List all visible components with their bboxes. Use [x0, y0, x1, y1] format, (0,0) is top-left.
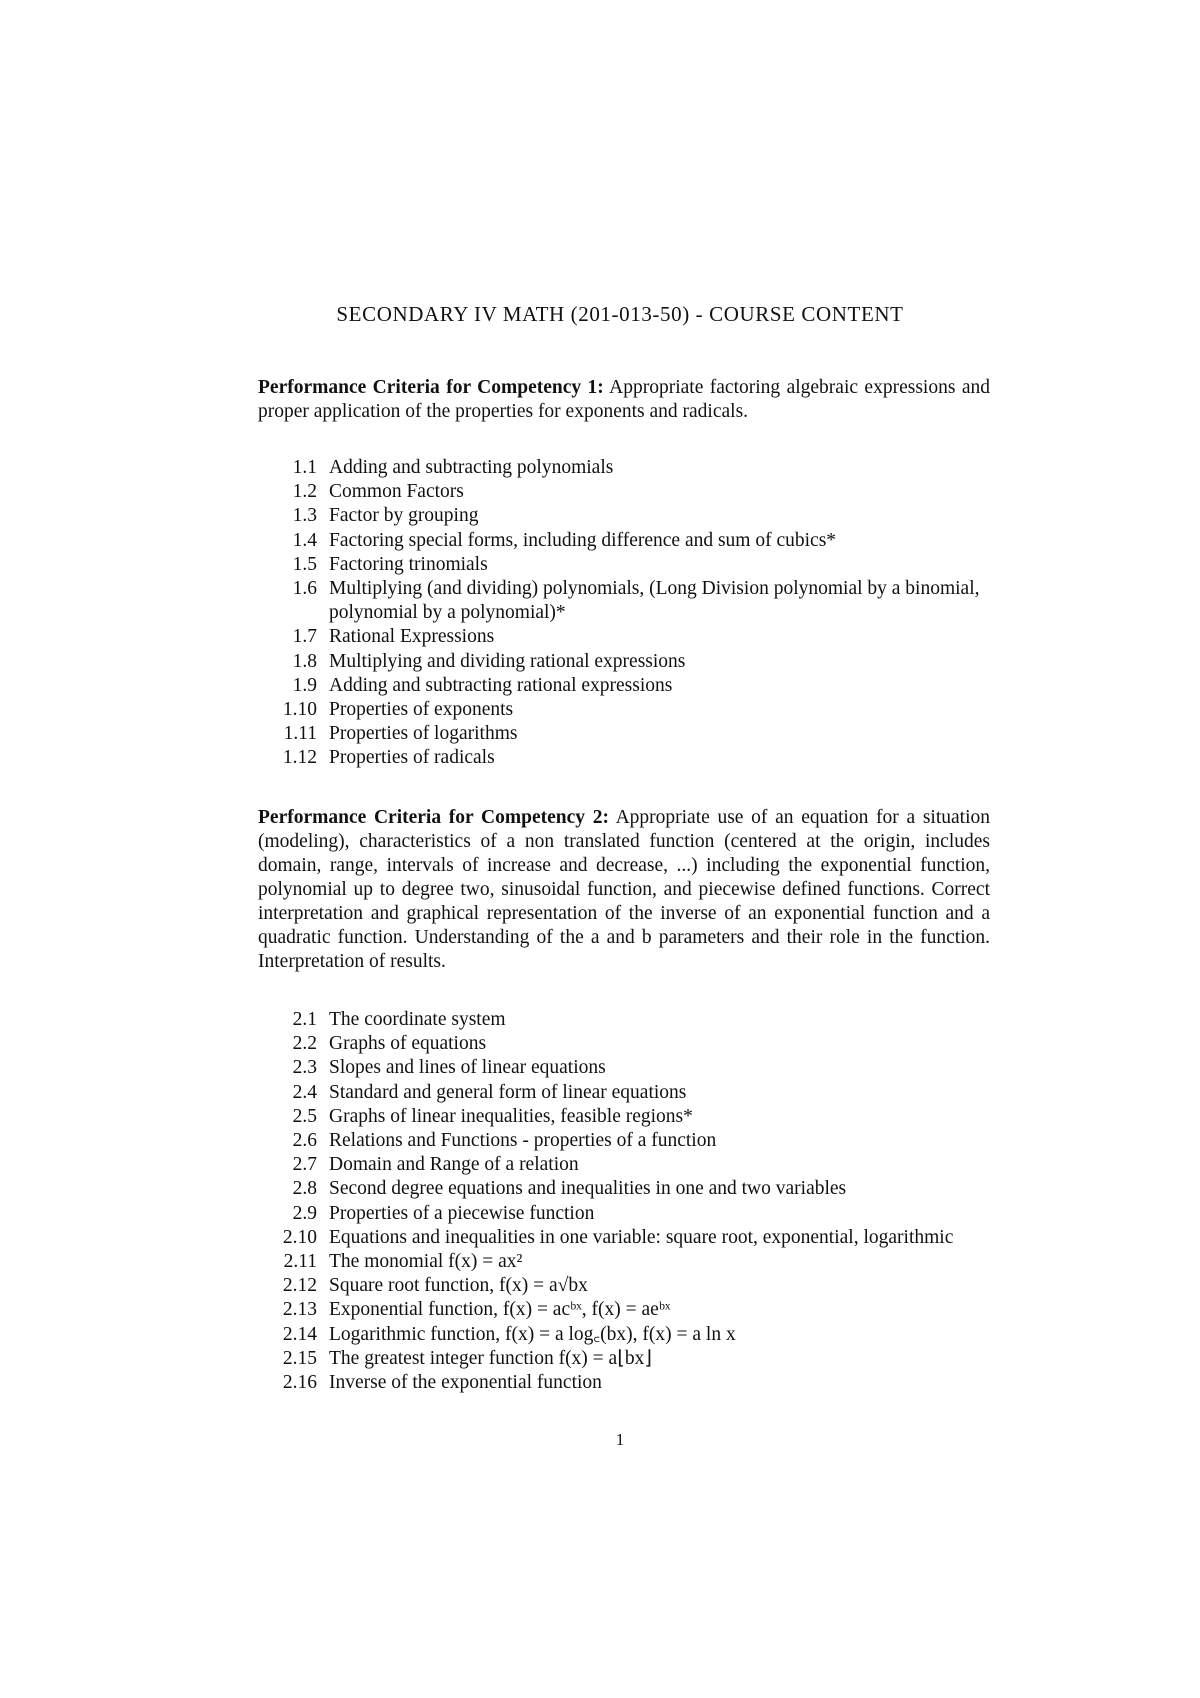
item-text: Logarithmic function, f(x) = a log꜀(bx), f(x) = a ln x — [329, 1323, 736, 1345]
list-item — [258, 722, 990, 746]
item-number: 2.11 — [283, 1251, 317, 1273]
item-number: 2.5 — [292, 1105, 317, 1127]
list-item — [258, 698, 990, 722]
list-item — [258, 1105, 990, 1129]
item-number: 2.9 — [292, 1202, 317, 1224]
item-number: 2.7 — [292, 1154, 317, 1176]
item-text: Adding and subtracting polynomials — [329, 457, 614, 478]
item-number: 1.5 — [292, 553, 317, 575]
list-item — [258, 1129, 990, 1153]
item-number: 2.12 — [282, 1275, 317, 1297]
competency-1-criteria — [258, 376, 990, 424]
item-text: The greatest integer function f(x) = a⌊bx⌋ — [329, 1347, 652, 1369]
list-item — [258, 1371, 990, 1395]
list-item — [258, 1323, 990, 1347]
competency-2-items — [258, 1008, 990, 1395]
item-text: Standard and general form of linear equations — [329, 1081, 687, 1103]
item-text: Relations and Functions - properties of a function — [329, 1130, 717, 1152]
item-text: Multiplying (and dividing) polynomials, (Long Division polynomial by a binomial, polynomial by a polynomial)* — [329, 578, 980, 624]
list-item — [258, 1153, 990, 1177]
item-text: Slopes and lines of linear equations — [329, 1057, 606, 1079]
list-item — [258, 480, 990, 504]
item-text: Factoring special forms, including difference and sum of cubics* — [329, 529, 837, 551]
item-number: 1.2 — [292, 481, 317, 503]
item-text: Properties of exponents — [329, 699, 514, 721]
item-number: 1.11 — [283, 723, 317, 745]
item-text: Adding and subtracting rational expressions — [329, 674, 673, 696]
competency-2-section — [258, 806, 990, 974]
item-text: Rational Expressions — [329, 626, 495, 648]
item-text: Multiplying and dividing rational expressions — [329, 650, 686, 672]
item-number: 2.1 — [292, 1009, 317, 1030]
list-item — [258, 1177, 990, 1201]
item-number: 2.3 — [292, 1057, 317, 1079]
list-item — [258, 1250, 990, 1274]
item-text: Exponential function, f(x) = acᵇˣ, f(x) = aeᵇˣ — [329, 1299, 671, 1321]
competency-1-list-section — [258, 456, 990, 771]
item-text: Graphs of equations — [329, 1033, 487, 1055]
item-text: Properties of a piecewise function — [329, 1202, 595, 1224]
item-number: 2.16 — [282, 1372, 317, 1394]
item-text: Factor by grouping — [329, 505, 479, 527]
item-number: 1.6 — [292, 578, 317, 600]
list-item — [258, 650, 990, 674]
list-item — [258, 1226, 990, 1250]
item-number: 1.7 — [292, 626, 317, 648]
list-item — [258, 504, 990, 528]
item-number: 2.15 — [282, 1347, 317, 1369]
list-item — [258, 1032, 990, 1056]
item-text: The monomial f(x) = ax² — [329, 1251, 523, 1273]
competency-1-section — [258, 376, 990, 424]
page-number: 1 — [615, 1430, 625, 1449]
list-item — [258, 674, 990, 698]
item-text: Common Factors — [329, 481, 464, 503]
item-text: Second degree equations and inequalities in one and two variables — [329, 1178, 847, 1200]
list-item — [258, 1056, 990, 1080]
item-number: 2.4 — [292, 1081, 317, 1103]
item-text: Properties of logarithms — [329, 723, 518, 745]
list-item — [258, 1008, 990, 1032]
item-text: The coordinate system — [329, 1009, 506, 1030]
competency-1-label: Performance Criteria for Competency 1: — [258, 377, 604, 398]
competency-1-items — [258, 456, 990, 771]
item-number: 1.4 — [292, 529, 317, 551]
document-title: SECONDARY IV MATH (201-013-50) - COURSE CONTENT — [336, 302, 904, 326]
item-text: Inverse of the exponential function — [329, 1372, 602, 1394]
item-number: 2.8 — [292, 1178, 317, 1200]
item-text: Factoring trinomials — [329, 553, 488, 575]
item-number: 1.12 — [282, 747, 317, 769]
list-item — [258, 577, 990, 625]
list-item — [258, 1081, 990, 1105]
item-number: 2.14 — [282, 1323, 317, 1345]
competency-1-text: Appropriate factoring algebraic expressions and proper application of the properties for exponents and radicals. — [258, 377, 990, 422]
item-number: 2.13 — [282, 1299, 317, 1321]
item-number: 2.6 — [292, 1130, 317, 1152]
item-text: Properties of radicals — [329, 747, 495, 769]
item-text: Domain and Range of a relation — [329, 1154, 579, 1176]
list-item — [258, 456, 990, 480]
competency-2-label: Performance Criteria for Competency 2: — [258, 807, 609, 828]
item-number: 2.10 — [282, 1226, 317, 1248]
competency-2-criteria — [258, 806, 990, 974]
list-item — [258, 1298, 990, 1322]
list-item — [258, 625, 990, 649]
item-number: 1.1 — [292, 457, 317, 478]
item-number: 2.2 — [292, 1033, 317, 1055]
item-number: 1.9 — [292, 674, 317, 696]
item-text: Equations and inequalities in one variable: square root, exponential, logarithmic — [329, 1226, 954, 1248]
list-item — [258, 1274, 990, 1298]
list-item — [258, 1347, 990, 1371]
item-text: Graphs of linear inequalities, feasible regions* — [329, 1105, 693, 1127]
list-item — [258, 553, 990, 577]
item-number: 1.3 — [292, 505, 317, 527]
competency-2-text: Appropriate use of an equation for a situation (modeling), characteristics of a non translated function (centered at the origin, includes domain, range, intervals of increase and decrease, ...) including the exponential function, polynomial up to degree two, sinusoidal function, and piecewise defined functions. Correct interpretation and graphical representation of the inverse of an exponential function and a quadratic function. Understanding of the a and b parameters and their role in the function. Interpretation of results. — [258, 807, 990, 972]
list-item — [258, 529, 990, 553]
item-number: 1.10 — [282, 699, 317, 721]
list-item — [258, 746, 990, 770]
list-item — [258, 1202, 990, 1226]
competency-2-list-section — [258, 1008, 990, 1395]
item-text: Square root function, f(x) = a√bx — [329, 1275, 588, 1297]
item-number: 1.8 — [292, 650, 317, 672]
